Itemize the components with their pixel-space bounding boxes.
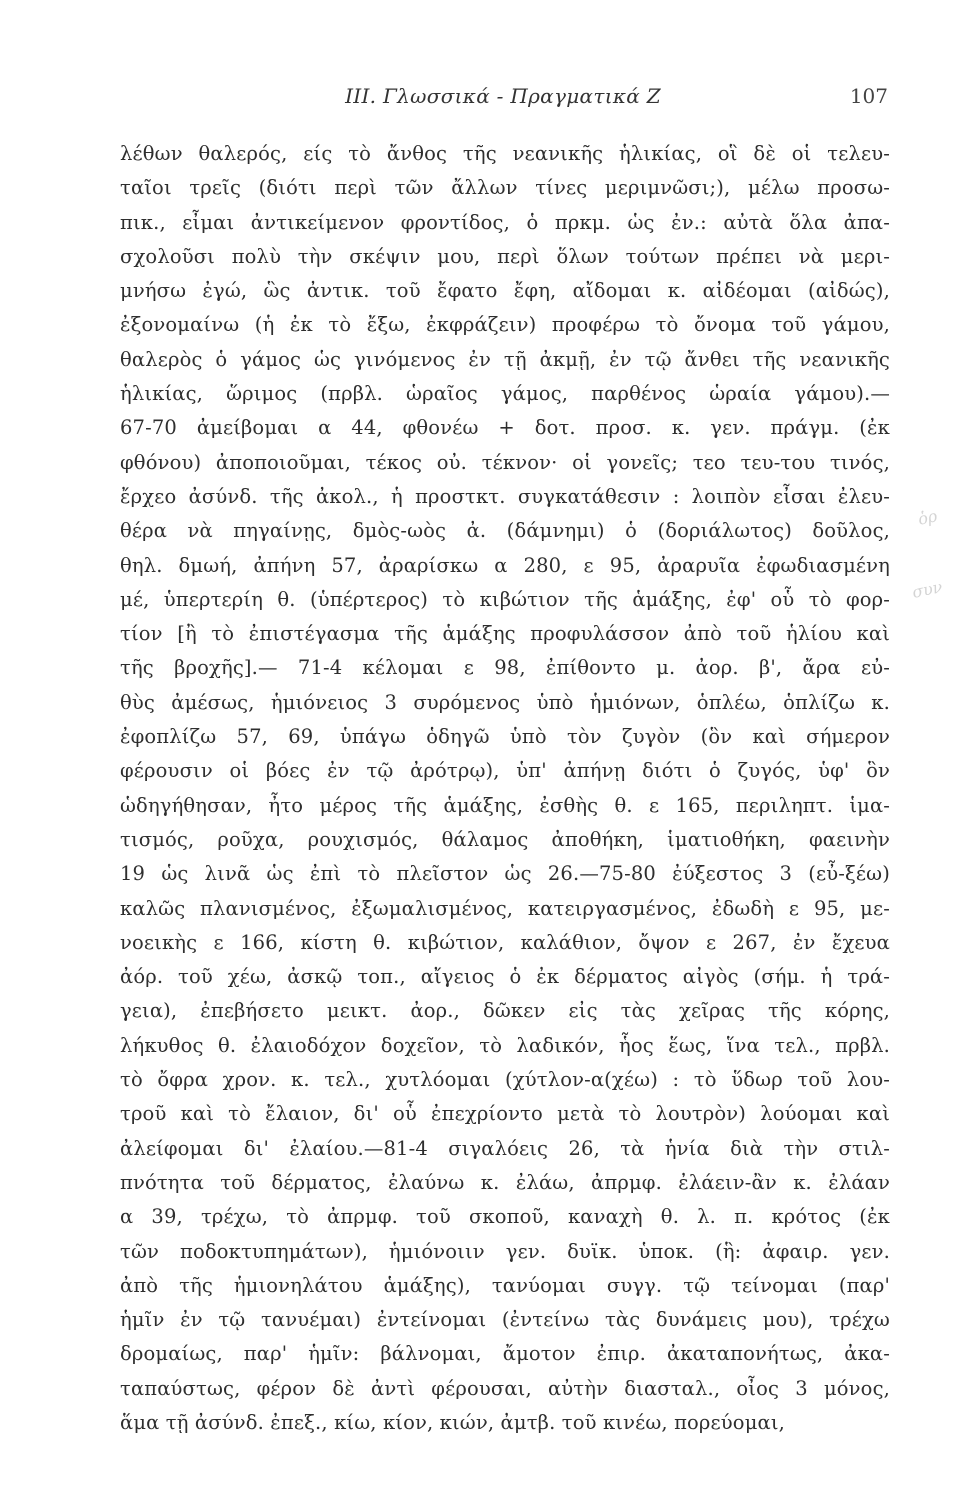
text-line: θὺς ἀμέσως, ἡμιόνειος 3 συρόμενος ὑπὸ ἡμιόνων, ὁπλέω, ὁπλίζω κ. (120, 690, 890, 714)
text-line: τῆς βροχῆς].— 71-4 κέλομαι ε 98, ἐπίθοντο μ. ἀορ. β', ἄρα εὐ- (120, 656, 890, 680)
text-line: φέρουσιν οἱ βόες ἐν τῷ ἀρότρῳ), ὑπ' ἀπήνῃ διότι ὁ ζυγός, ὑφ' ὃν (120, 759, 890, 783)
text-line: γεια), ἐπεβήσετο μεικτ. ἀορ., δῶκεν εἰς τὰς χεῖρας τῆς κόρης, (120, 999, 890, 1023)
text-line: φθόνου) ἀποποιοῦμαι, τέκος οὐ. τέκνον· οἱ γονεῖς; τεο τευ-του τινός, (120, 450, 890, 474)
page-number: 107 (849, 84, 888, 108)
text-line: α 39, τρέχω, τὸ ἀπρμφ. τοῦ σκοποῦ, καναχὴ θ. λ. π. κρότος (ἐκ (120, 1205, 890, 1229)
text-line: τίον [ἢ τὸ ἐπιστέγασμα τῆς ἁμάξης προφυλάσσον ἀπὸ τοῦ ἡλίου καὶ (120, 622, 890, 646)
text-line: ταπαύστως, φέρον δὲ ἀντὶ φέρουσαι, αὐτὴν διασταλ., οἶος 3 μόνος, (120, 1376, 890, 1400)
text-line: ἔρχεο ἀσύνδ. τῆς ἀκολ., ἡ προστκτ. συγκατάθεσιν : λοιπὸν εἶσαι ἐλευ- (120, 484, 890, 508)
text-line: θηλ. δμωή, ἀπήνη 57, ἀραρίσκω α 280, ε 95, ἀραρυῖα ἐφωδιασμένη (120, 553, 890, 577)
text-line: ἀόρ. τοῦ χέω, ἀσκῷ τοπ., αἴγειος ὁ ἐκ δέρματος αἰγὸς (σήμ. ἡ τρά- (120, 965, 890, 989)
text-line: ἐφοπλίζω 57, 69, ὑπάγω ὁδηγῶ ὑπὸ τὸν ζυγὸν (ὃν καὶ σήμερον (120, 725, 890, 749)
faint-margin-mark: συν (910, 577, 945, 602)
text-line: μέ, ὑπερτερίη θ. (ὑπέρτερος) τὸ κιβώτιον τῆς ἁμάξης, ἐφ' οὗ τὸ φορ- (120, 587, 890, 611)
text-line: θαλερὸς ὁ γάμος ὡς γινόμενος ἐν τῇ ἀκμῇ, ἐν τῷ ἄνθει τῆς νεανικῆς (120, 347, 890, 371)
text-line: ἡλικίας, ὥριμος (πρβλ. ὡραῖος γάμος, παρθένος ὡραία γάμου).— (120, 382, 890, 406)
text-line: θέρα νὰ πηγαίνῃς, δμὸς-ωὸς ἀ. (δάμνημι) ὁ (δοριάλωτος) δοῦλος, (120, 519, 890, 543)
text-line: ἀλείφομαι δι' ἐλαίου.—81-4 σιγαλόεις 26, τὰ ἡνία διὰ τὴν στιλ- (120, 1136, 890, 1160)
text-line: ταῖοι τρεῖς (διότι περὶ τῶν ἄλλων τίνες μεριμνῶσι;), μέλω προσω- (120, 176, 890, 200)
text-line: ἅμα τῇ ἀσύνδ. ἐπεξ., κίω, κίον, κιών, ἀμτβ. τοῦ κινέω, πορεύομαι, (120, 1410, 785, 1434)
text-line: 19 ὡς λινᾶ ὡς ἐπὶ τὸ πλεῖστον ὡς 26.—75-80 ἐύξεστος 3 (εὖ-ξέω) (120, 862, 890, 886)
text-line: λέθων θαλερός, είς τὸ ἄνθος τῆς νεανικῆς ἡλικίας, οἳ δὲ οἱ τελευ- (120, 142, 890, 165)
text-line: τῶν ποδοκτυπημάτων), ἡμιόνοιιν γεν. δυϊκ. ὑποκ. (ἣ: ἀφαιρ. γεν. (120, 1239, 890, 1263)
text-line: σχολοῦσι πολὺ τὴν σκέψιν μου, περὶ ὅλων τούτων πρέπει νὰ μερι- (120, 244, 890, 268)
text-line: καλῶς πλανισμένος, ἐξωμαλισμένος, κατειργασμένος, ἐδωδὴ ε 95, με- (120, 896, 890, 920)
text-line: πικ., εἶμαι ἀντικείμενον φροντίδος, ὁ πρκμ. ὡς ἐν.: αὐτὰ ὅλα ἀπα- (120, 210, 890, 234)
text-line: μνήσω ἐγώ, ὣς ἀντικ. τοῦ ἔφατο ἔφη, αἴδομαι κ. αἰδέομαι (αἰδώς), (120, 279, 890, 303)
text-line: πνότητα τοῦ δέρματος, ἐλαύνω κ. ἐλάω, ἀπρμφ. ἐλάειν-ἂν κ. ἐλάαν (120, 1170, 890, 1194)
text-line: νοεικὴς ε 166, κίστη θ. κιβώτιον, καλάθιον, ὄψον ε 267, ἐν ἔχευα (120, 930, 890, 954)
running-header (118, 84, 888, 114)
text-line: τροῦ καὶ τὸ ἔλαιον, δι' οὗ ἐπεχρίοντο μετὰ τὸ λουτρὸν) λούομαι καὶ (120, 1102, 890, 1126)
text-line: ἀπὸ τῆς ἡμιονηλάτου ἁμάξης), τανύομαι συγγ. τῷ τείνομαι (παρ' (120, 1273, 890, 1297)
text-line: τὸ ὄφρα χρον. κ. τελ., χυτλόομαι (χύτλον-α(χέω) : τὸ ὕδωρ τοῦ λου- (120, 1068, 890, 1092)
text-line: ὡδηγήθησαν, ἦτο μέρος τῆς ἁμάξης, ἐσθὴς θ. ε 165, περιληπτ. ἱμα- (120, 793, 890, 817)
chapter-title: ΙΙΙ. Γλωσσικά - Πραγματικά Ζ (345, 84, 661, 108)
text-line: ἐξονομαίνω (ἡ ἐκ τὸ ἔξω, ἐκφράζειν) προφέρω τὸ ὄνομα τοῦ γάμου, (120, 313, 890, 337)
text-line: δρομαίως, παρ' ἡμῖν: βάλνομαι, ἄμοτον ἐπιρ. ἀκαταπονήτως, ἀκα- (120, 1342, 890, 1366)
text-line: λήκυθος θ. ἐλαιοδόχον δοχεῖον, τὸ λαδικόν, ἧος ἕως, ἵνα τελ., πρβλ. (120, 1033, 890, 1057)
faint-margin-mark: ὁρ (916, 506, 939, 529)
text-line: ἡμῖν ἐν τῷ τανυέμαι) ἐντείνομαι (ἐντείνω τὰς δυνάμεις μου), τρέχω (120, 1308, 890, 1332)
commentary-text (120, 137, 890, 1440)
text-line: τισμός, ροῦχα, ρουχισμός, θάλαμος ἀποθήκη, ἱματιοθήκη, φαεινὴν (120, 827, 890, 851)
text-line: 67-70 ἀμείβομαι α 44, φθονέω + δοτ. προσ. κ. γεν. πράγμ. (ἐκ (120, 416, 890, 440)
